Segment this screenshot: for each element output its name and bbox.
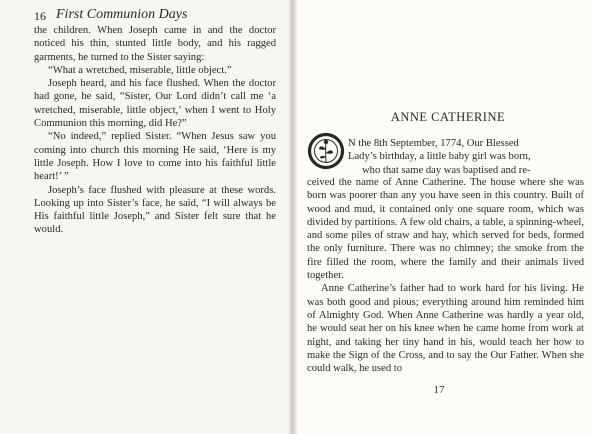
chapter-opening-lines — [348, 137, 584, 177]
left-page-header — [34, 7, 274, 25]
running-title: First Communion Days — [56, 7, 188, 22]
paragraph: the children. When Joseph came in and the doctor noticed his thin, stunted little body, and his ragged garments, he turned to the Sister saying: — [34, 25, 276, 63]
paragraph: “What a wretched, miserable, little object.” — [48, 64, 232, 76]
paragraph: Joseph heard, and his face flushed. When the doctor had gone, he said, “Sister, Our Lord didn’t call me ‘a wretched, miserable, little object,’ when I went to Holy Communion this morning, did He?” — [34, 78, 276, 130]
opening-line: Lady’s birthday, a little baby girl was born, — [348, 151, 531, 163]
paragraph: Joseph’s face flushed with pleasure at these words. Looking up into Sister’s face, he said, “I will always be His faithful little Joseph,” and Sister felt sure that he would. — [34, 184, 276, 236]
right-page-body — [307, 176, 584, 375]
opening-line: N the 8th September, 1774, Our Blessed — [348, 138, 519, 149]
chapter-title: ANNE CATHERINE — [390, 110, 506, 124]
left-page-number: 16 — [34, 9, 46, 23]
book-gutter — [289, 0, 297, 434]
paragraph: Anne Catherine’s father had to work hard for his living. He was both good and pious; everything around him reminded him of Almighty God. When Anne Catherine was hardly a year old, he would seat her on his knee when he came home from work at night, and taking her tiny hand in his, would teach her how to make the Sign of the Cross, and to say the Our Father. When she could walk, he used to — [307, 283, 584, 375]
paragraph: ceived the name of Anne Catherine. The house where she was born was poorer than any you have seen in this country. Built of wood and mud, it contained only one square room, which was divided by partitions. A few old chairs, a table, a spinning-wheel, and some piles of straw and hay, which served for beds, formed the only furniture. There was no chimney; the smoke from the fire filled the room, where the family and their animals lived together. — [307, 177, 584, 282]
left-page-body — [34, 24, 276, 237]
paragraph: “No indeed,” replied Sister. “When Jesus saw you coming into church this morning He said, ‘Here is my little Joseph. How I love to come into his faithful little heart!’ ” — [34, 131, 276, 183]
opening-line: who that same day was baptised and re- — [362, 164, 531, 176]
decorated-initial-o-icon — [307, 132, 345, 170]
right-page-number: 17 — [433, 384, 445, 396]
